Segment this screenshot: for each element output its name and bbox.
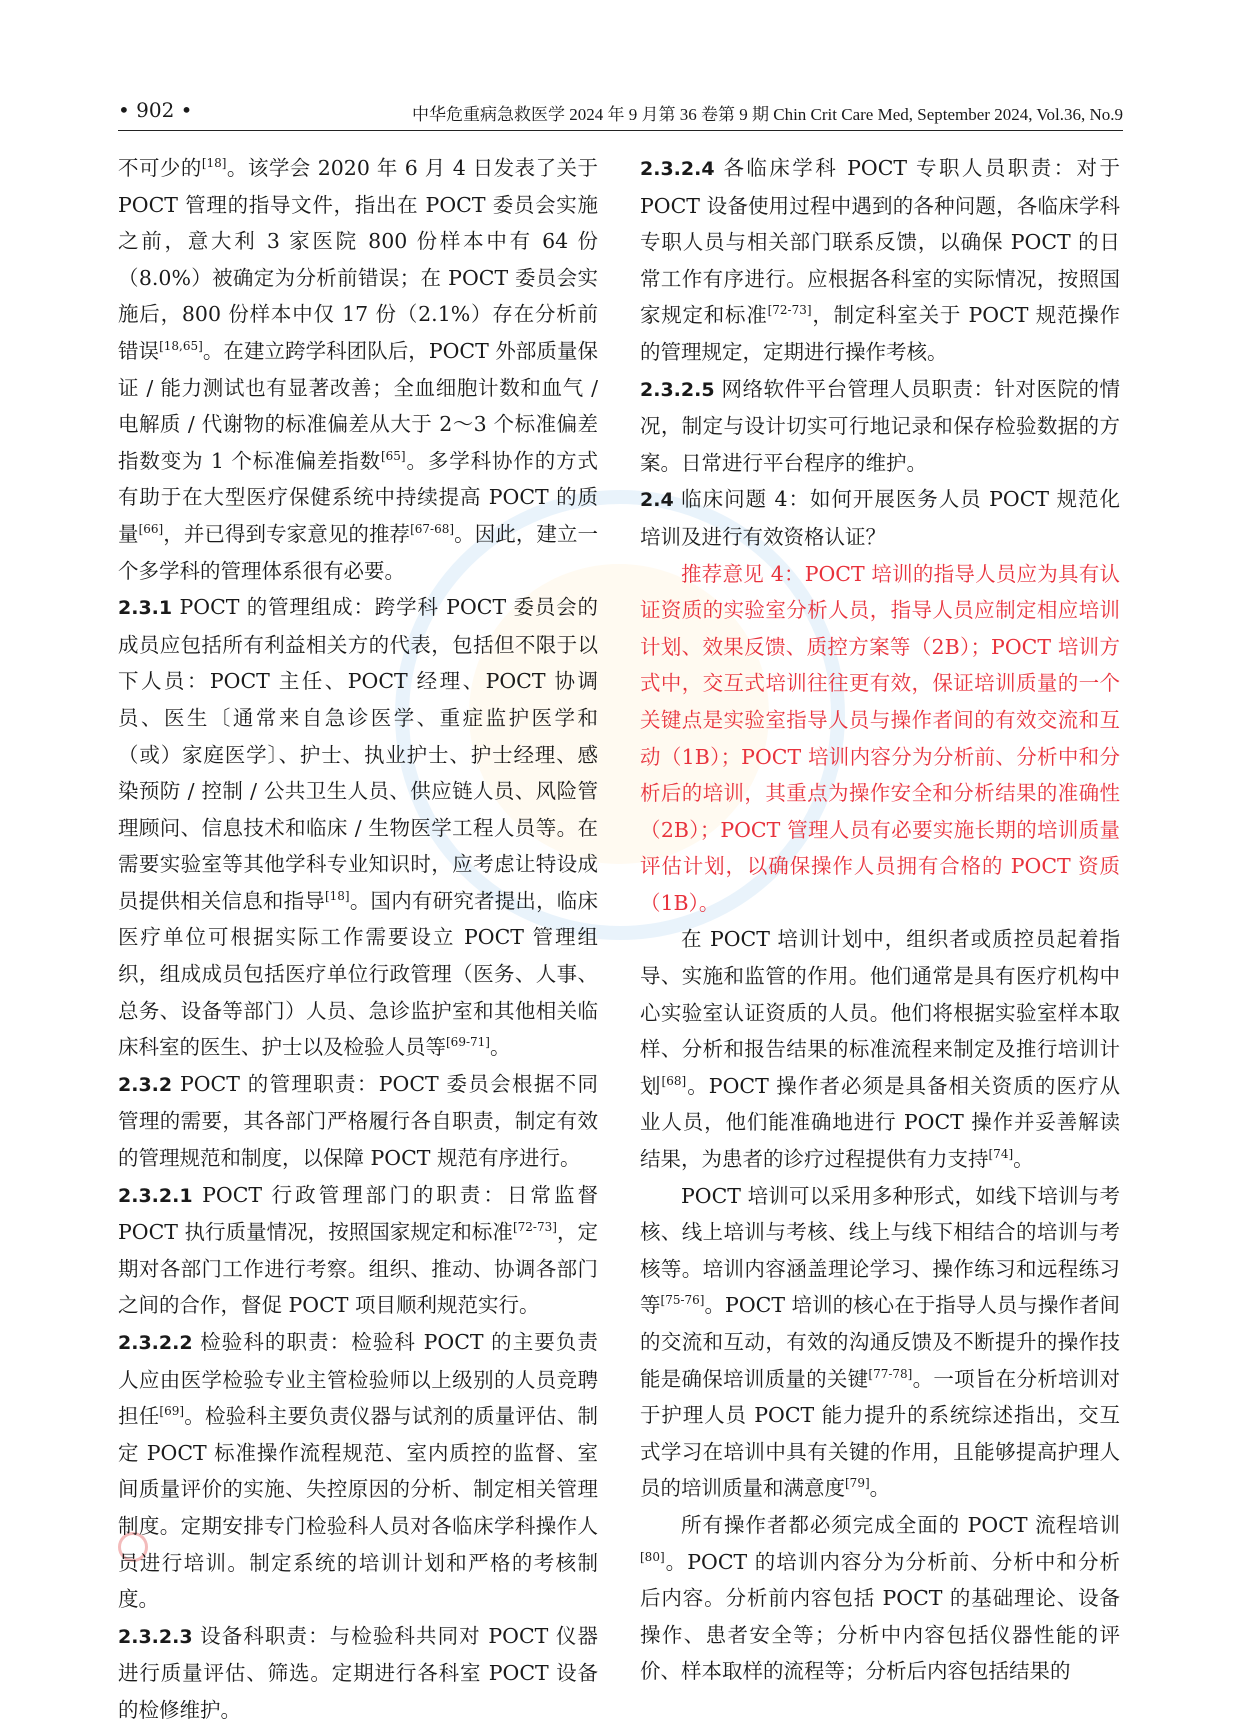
section-2-3-2-1: 2.3.2.1 POCT 行政管理部门的职责：日常监督 POCT 执行质量情况，按照国家规定和标准[72-73]，定期对各部门工作进行考察。组织、推动、协调各部门之间的合作，督促 POCT 项目顺利规范实行。 bbox=[118, 1182, 598, 1318]
recommendation-4: 推荐意见 4：POCT 培训的指导人员应为具有认证资质的实验室分析人员，指导人员应制定相应培训计划、效果反馈、质控方案等（2B）；POCT 培训方式中，交互式培训往往更有效，保证培训质量的一个关键点是实验室指导人员与操作者间的有效交流和互动（1B）；POCT 培训内容分为分析前、分析中和分析后的培训，其重点为操作安全和分析结果的准确性（2B）；POCT 管理人员有必要实施长期的培训质量评估计划，以确保操作人员拥有合格的 POCT 资质（1B）。 bbox=[640, 561, 1120, 915]
running-header bbox=[118, 96, 1123, 131]
citation[interactable]: [80] bbox=[640, 1549, 665, 1564]
section-number: 2.3.2.5 bbox=[640, 378, 715, 401]
right-column bbox=[640, 150, 1120, 1690]
section-number: 2.3.1 bbox=[118, 597, 173, 620]
section-number: 2.3.2 bbox=[118, 1073, 173, 1096]
section-2-3-2-5: 2.3.2.5 网络软件平台管理人员职责：针对医院的情况，制定与设计切实可行地记录和保存检验数据的方案。日常进行平台程序的维护。 bbox=[640, 376, 1120, 475]
paragraph: POCT 培训可以采用多种形式，如线下培训与考核、线上培训与考核、线上与线下相结合的培训与考核等。培训内容涵盖理论学习、操作练习和远程练习等[75-76]。POCT 培训的核心在于指导人员与操作者间的交流和互动，有效的沟通反馈及不断提升的操作技能是确保培训质量的关键[77-78]。一项旨在分析培训对于护理人员 POCT 能力提升的系统综述指出，交互式学习在培训中具有关键的作用，且能够提高护理人员的培训质量和满意度[79]。 bbox=[640, 1183, 1121, 1501]
citation[interactable]: [79] bbox=[845, 1476, 870, 1491]
section-2-3-2-3: 2.3.2.3 设备科职责：与检验科共同对 POCT 仪器进行质量评估、筛选。定期进行各科室 POCT 设备的检修维护。 bbox=[118, 1623, 598, 1722]
citation[interactable]: [18] bbox=[324, 889, 350, 904]
citation[interactable]: [74] bbox=[988, 1147, 1014, 1162]
citation[interactable]: [18] bbox=[201, 156, 227, 171]
citation[interactable]: [18,65] bbox=[159, 339, 203, 354]
citation[interactable]: [65] bbox=[380, 448, 406, 463]
citation[interactable]: [75-76] bbox=[660, 1293, 705, 1308]
citation[interactable]: [66] bbox=[138, 522, 164, 537]
section-2-4-heading: 2.4 临床问题 4：如何开展医务人员 POCT 规范化培训及进行有效资格认证？ bbox=[640, 487, 1120, 549]
citation[interactable]: [67-68] bbox=[410, 522, 455, 537]
citation[interactable]: [69] bbox=[159, 1404, 185, 1419]
paragraph: 所有操作者都必须完成全面的 POCT 流程培训[80]。POCT 的培训内容分为分析前、分析中和分析后内容。分析前内容包括 POCT 的基础理论、设备操作、患者安全等；分析中内容包括仪器性能的评价、样本取样的流程等；分析后内容包括结果的 bbox=[640, 1512, 1120, 1684]
section-number: 2.4 bbox=[640, 489, 674, 512]
journal-citation: 中华危重病急救医学 2024 年 9 月第 36 卷第 9 期 Chin Crit Care Med, September 2024, Vol.36, No.9 bbox=[412, 105, 1123, 124]
section-2-3-1: 2.3.1 POCT 的管理组成：跨学科 POCT 委员会的成员应包括所有利益相关方的代表，包括但不限于以下人员：POCT 主任、POCT 经理、POCT 协调员、医生〔通常来自急诊医学、重症监护医学和（或）家庭医学〕、护士、执业护士、护士经理、感染预防 / 控制 / 公共卫生人员、供应链人员、风险管理顾问、信息技术和临床 / 生物医学工程人员等。在需要实验室等其他学科专业知识时，应考虑让特设成员提供相关信息和指导[18]。国内有研究者提出，临床医疗单位可根据实际工作需要设立 POCT 管理组织，组成成员包括医疗单位行政管理（医务、人事、总务、设备等部门）人员、急诊监护室和其他相关临床科室的医生、护士以及检验人员等[69-71]。 bbox=[118, 595, 599, 1060]
page-number: • 902 • bbox=[118, 98, 193, 122]
left-column bbox=[118, 150, 598, 1729]
citation[interactable]: [69-71] bbox=[446, 1035, 490, 1050]
section-number: 2.3.2.4 bbox=[640, 158, 715, 180]
paragraph: 在 POCT 培训计划中，组织者或质控员起着指导、实施和监管的作用。他们通常是具有医疗机构中心实验室认证资质的人员。他们将根据实验室样本取样、分析和报告结果的标准流程来制定及推行培训计划[68]。POCT 操作者必须是具备相关资质的医疗从业人员，他们能准确地进行 POCT 操作并妥善解读结果，为患者的诊疗过程提供有力支持[74]。 bbox=[640, 927, 1120, 1172]
section-number: 2.3.2.3 bbox=[118, 1625, 193, 1648]
paragraph: 不可少的[18]。该学会 2020 年 6 月 4 日发表了关于 POCT 管理的指导文件，指出在 POCT 委员会实施之前，意大利 3 家医院 800 份样本中有 64 份（8.0%）被确定为分析前错误；在 POCT 委员会实施后，800 份样本中仅 17 份（2.1%）存在分析前错误[18,65]。在建立跨学科团队后，POCT 外部质量保证 / 能力测试也有显著改善；全血细胞计数和血气 / 电解质 / 代谢物的标准偏差从大于 2～3 个标准偏差指数变为 1 个标准偏差指数[65]。多学科协作的方式有助于在大型医疗保健系统中持续提高 POCT 的质量[66]，并已得到专家意见的推荐[67-68]。因此，建立一个多学科的管理体系很有必要。 bbox=[118, 156, 599, 583]
citation[interactable]: [72-73] bbox=[512, 1220, 557, 1235]
citation[interactable]: [77-78] bbox=[868, 1366, 913, 1381]
section-2-3-2-4: 2.3.2.4 各临床学科 POCT 专职人员职责：对于 POCT 设备使用过程中遇到的各种问题，各临床学科专职人员与相关部门联系反馈，以确保 POCT 的日常工作有序进行。应根据各科室的实际情况，按照国家规定和标准[72-73]，制定科室关于 POCT 规范操作的管理规定，定期进行操作考核。 bbox=[640, 156, 1120, 364]
section-number: 2.3.2.1 bbox=[118, 1184, 193, 1207]
citation[interactable]: [68] bbox=[661, 1074, 687, 1089]
citation[interactable]: [72-73] bbox=[767, 303, 812, 318]
section-number: 2.3.2.2 bbox=[118, 1332, 193, 1354]
section-2-3-2: 2.3.2 POCT 的管理职责：POCT 委员会根据不同管理的需要，其各部门严格履行各自职责，制定有效的管理规范和制度，以保障 POCT 规范有序进行。 bbox=[118, 1071, 598, 1171]
section-2-3-2-2: 2.3.2.2 检验科的职责：检验科 POCT 的主要负责人应由医学检验专业主管检验师以上级别的人员竞聘担任[69]。检验科主要负责仪器与试剂的质量评估、制定 POCT 标准操作流程规范、室内质控的监督、室间质量评价的实施、失控原因的分析、制定相关管理制度。定期安排专门检验科人员对各临床学科操作人员进行培训。制定系统的培训计划和严格的考核制度。 bbox=[118, 1330, 599, 1612]
